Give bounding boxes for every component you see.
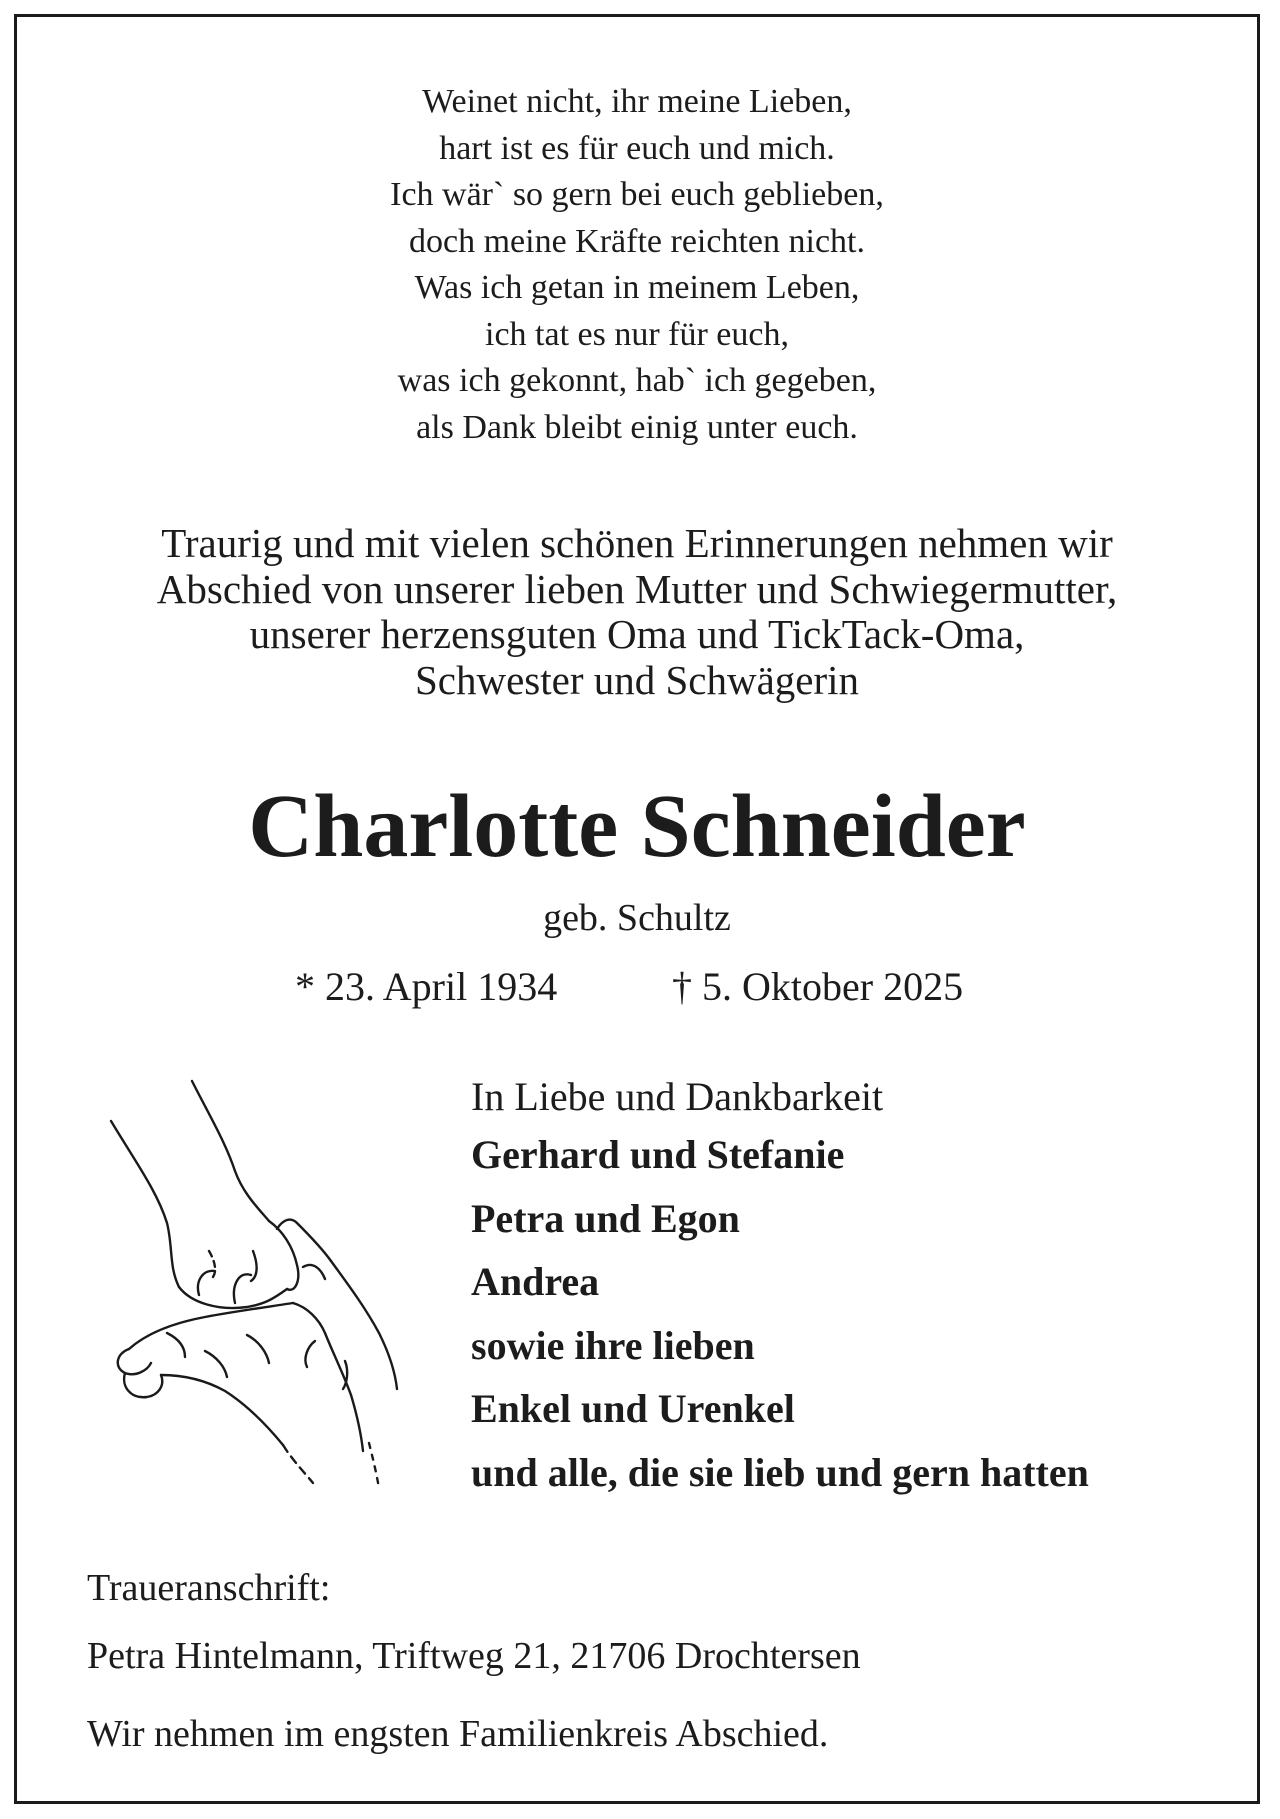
mourner-name: sowie ihre lieben [471,1322,755,1368]
death-date: † 5. Oktober 2025 [672,964,964,1009]
mourner-name: Enkel und Urenkel [471,1386,795,1431]
poem-line: als Dank bleibt einig unter euch. [416,408,858,446]
poem [17,79,1257,451]
intro-text [17,521,1257,703]
poem-line: doch meine Kräfte reichten nicht. [409,222,865,260]
intro-line: Schwester und Schwägerin [414,656,860,703]
mourner-name: Gerhard und Stefanie [471,1132,845,1177]
birth-date: * 23. April 1934 [295,964,558,1009]
hands-icon [107,1071,437,1506]
maiden-name: geb. Schultz [543,897,731,939]
mourner-name: und alle, die sie lieb und gern hatten [471,1449,1089,1495]
poem-line: ich tat es nur für euch, [485,315,789,353]
closing-text: Wir nehmen im engsten Familienkreis Abschied. [87,1713,829,1755]
poem-line: was ich gekonnt, hab` ich gegeben, [397,362,877,399]
poem-line: Ich wär` so gern bei euch geblieben, [390,176,884,213]
address-text: Petra Hintelmann, Triftweg 21, 21706 Drochtersen [87,1635,861,1677]
deceased-name: Charlotte Schneider [248,777,1026,876]
mourner-name: Andrea [471,1259,600,1304]
intro-line: Abschied von unserer lieben Mutter und Schwiegermutter, [156,565,1118,612]
mourners-block [471,1071,1089,1504]
poem-line: hart ist es für euch und mich. [439,129,835,167]
mourner-name: Petra und Egon [471,1195,740,1241]
poem-line: Was ich getan in meinem Leben, [414,269,860,306]
address-label: Traueranschrift: [87,1567,331,1609]
obituary-frame [14,14,1260,1804]
intro-line: Traurig und mit vielen schönen Erinnerungen nehmen wir [161,520,1113,566]
poem-line: Weinet nicht, ihr meine Lieben, [422,83,852,120]
mourners-intro: In Liebe und Dankbarkeit [471,1074,884,1119]
intro-line: unserer herzensguten Oma und TickTack-Oma, [249,611,1025,657]
